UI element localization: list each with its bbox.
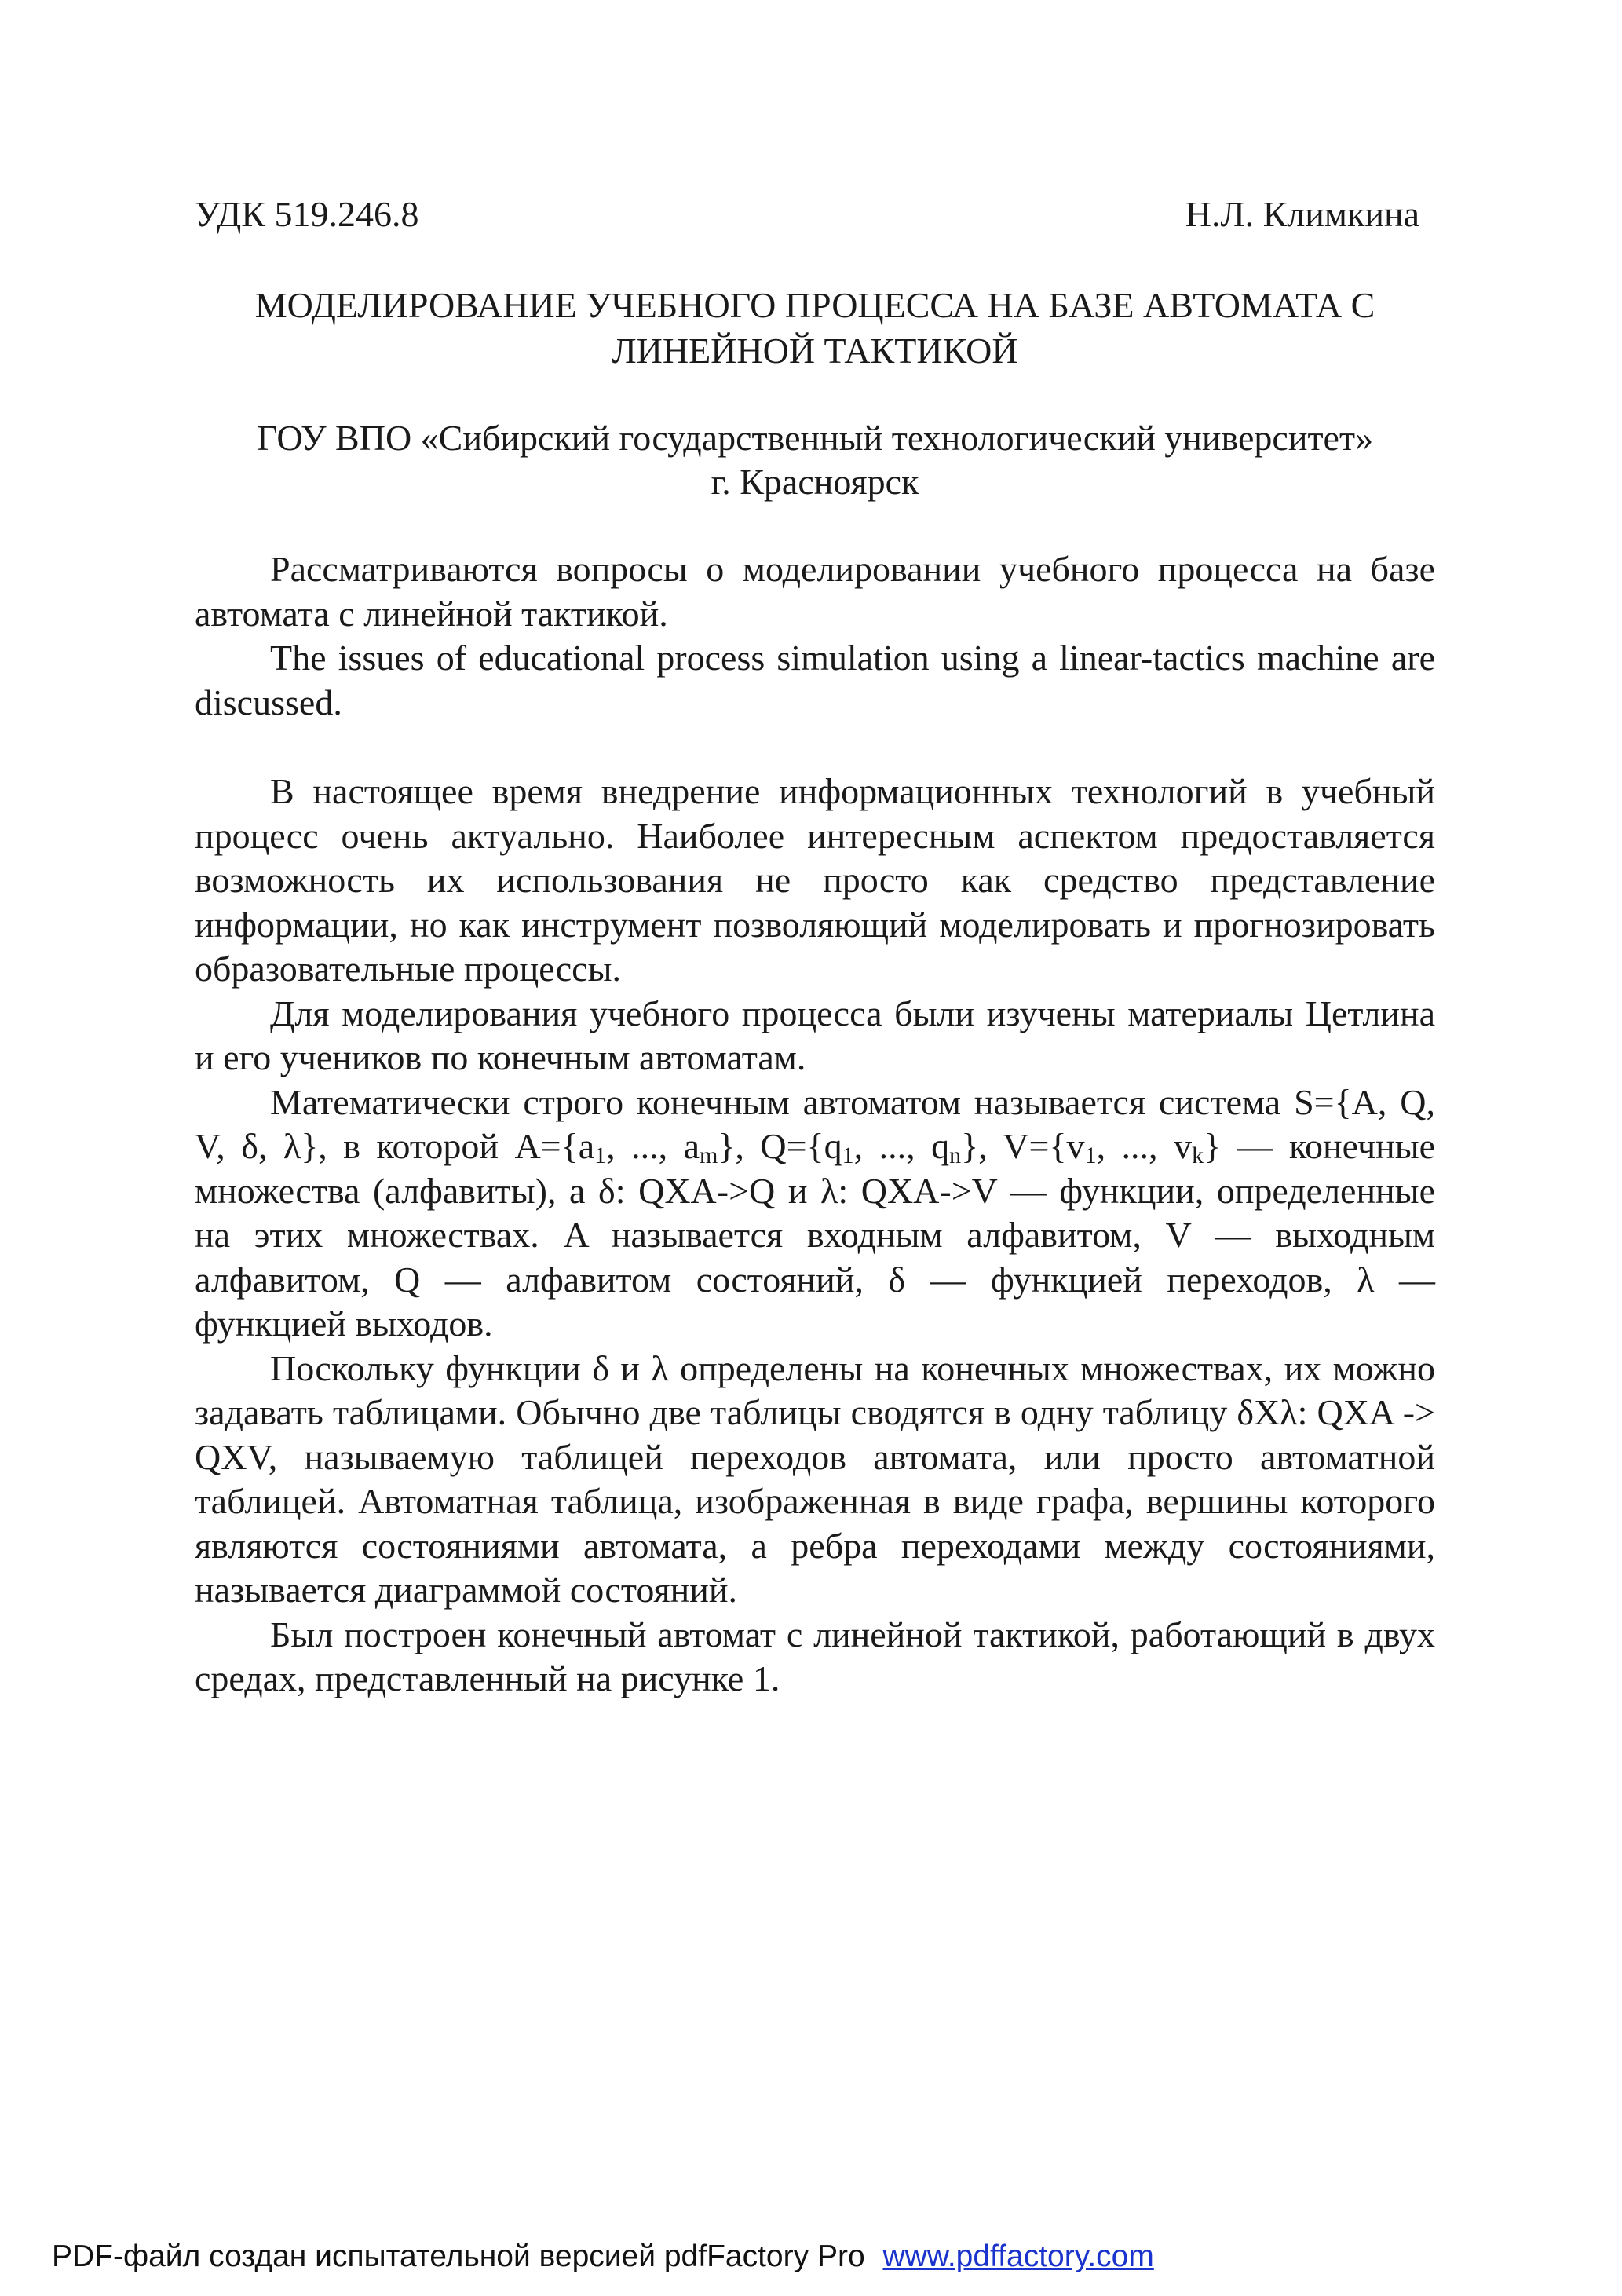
footer-link[interactable]: www.pdffactory.com [882,2239,1154,2273]
paragraph-1: В настоящее время внедрение информационных технологий в учебный процесс очень актуально. Наиболее интересным аспектом предоставляется возможность их использования не просто как средство представление информации, но как инструмент позволяющий моделировать и прогнозировать образовательные процессы. [195,771,1435,989]
p3-text-7: } — конечные множества (алфавиты), а δ: QXA->Q и λ: QXA->V — функции, определенные на этих множествах. A называется входным алфавитом, V — выходным алфавитом, Q — алфавитом состояний, δ — функцией переходов, λ — функцией выходов. [195,1126,1436,1344]
paper-title [195,283,1435,374]
p3-text-2: , ..., a [606,1126,700,1166]
p3-text-4: , ..., q [853,1126,950,1166]
footer-text: PDF-файл создан испытательной версией pdfFactory Pro [52,2239,865,2273]
body-text [195,547,1435,1702]
p3-sub-k: k [1192,1143,1204,1168]
affiliation [195,416,1435,504]
title-line-1: МОДЕЛИРОВАНИЕ УЧЕБНОГО ПРОЦЕССА НА БАЗЕ АВТОМАТА С [254,285,1375,325]
p3-text-1: Математически строго конечным автоматом называется система S={A, Q, V, δ, λ}, в которой A={a [195,1081,1435,1166]
p3-sub-n: n [949,1143,962,1168]
author-name: Н.Л. Климкина [1185,194,1419,234]
paragraph-3 [195,1080,1435,1347]
udk-code: УДК 519.246.8 [195,194,419,234]
p3-sub-1: 1 [594,1143,607,1168]
p3-text-6: , ..., v [1096,1126,1193,1166]
p3-sub-q1: 1 [842,1143,854,1168]
affiliation-line-2: г. Красноярск [711,462,919,502]
affiliation-line-1: ГОУ ВПО «Сибирский государственный технологический университет» [256,418,1374,458]
paragraph-5: Был построен конечный автомат с линейной тактикой, работающий в двух средах, представленный на рисунке 1. [195,1614,1435,1698]
p3-text-5: }, V={v [961,1126,1085,1166]
title-line-2: ЛИНЕЙНОЙ ТАКТИКОЙ [612,331,1018,371]
abstract-ru: Рассматриваются вопросы о моделировании учебного процесса на базе автомата с линейной тактикой. [195,549,1435,634]
header-row [195,192,1419,236]
abstract-en: The issues of educational process simulation using a linear-tactics machine are discussed. [195,638,1435,722]
paragraph-4: Поскольку функции δ и λ определены на конечных множествах, их можно задавать таблицами. Обычно две таблицы сводятся в одну таблицу δXλ: QXA -> QXV, называемую таблицей переходов автомата, или просто автоматной таблицей. Автоматная таблица, изображенная в виде графа, вершины которого являются состояниями автомата, а ребра переходами между состояниями, называется диаграммой состояний. [195,1347,1435,1610]
p3-sub-m: m [700,1143,718,1168]
section-gap [195,725,1435,770]
p3-sub-v1: 1 [1084,1143,1097,1168]
pdf-footer [52,2238,1154,2276]
paragraph-2: Для моделирования учебного процесса были изучены материалы Цетлина и его учеников по конечным автоматам. [195,993,1435,1077]
p3-text-3: }, Q={q [718,1126,842,1166]
